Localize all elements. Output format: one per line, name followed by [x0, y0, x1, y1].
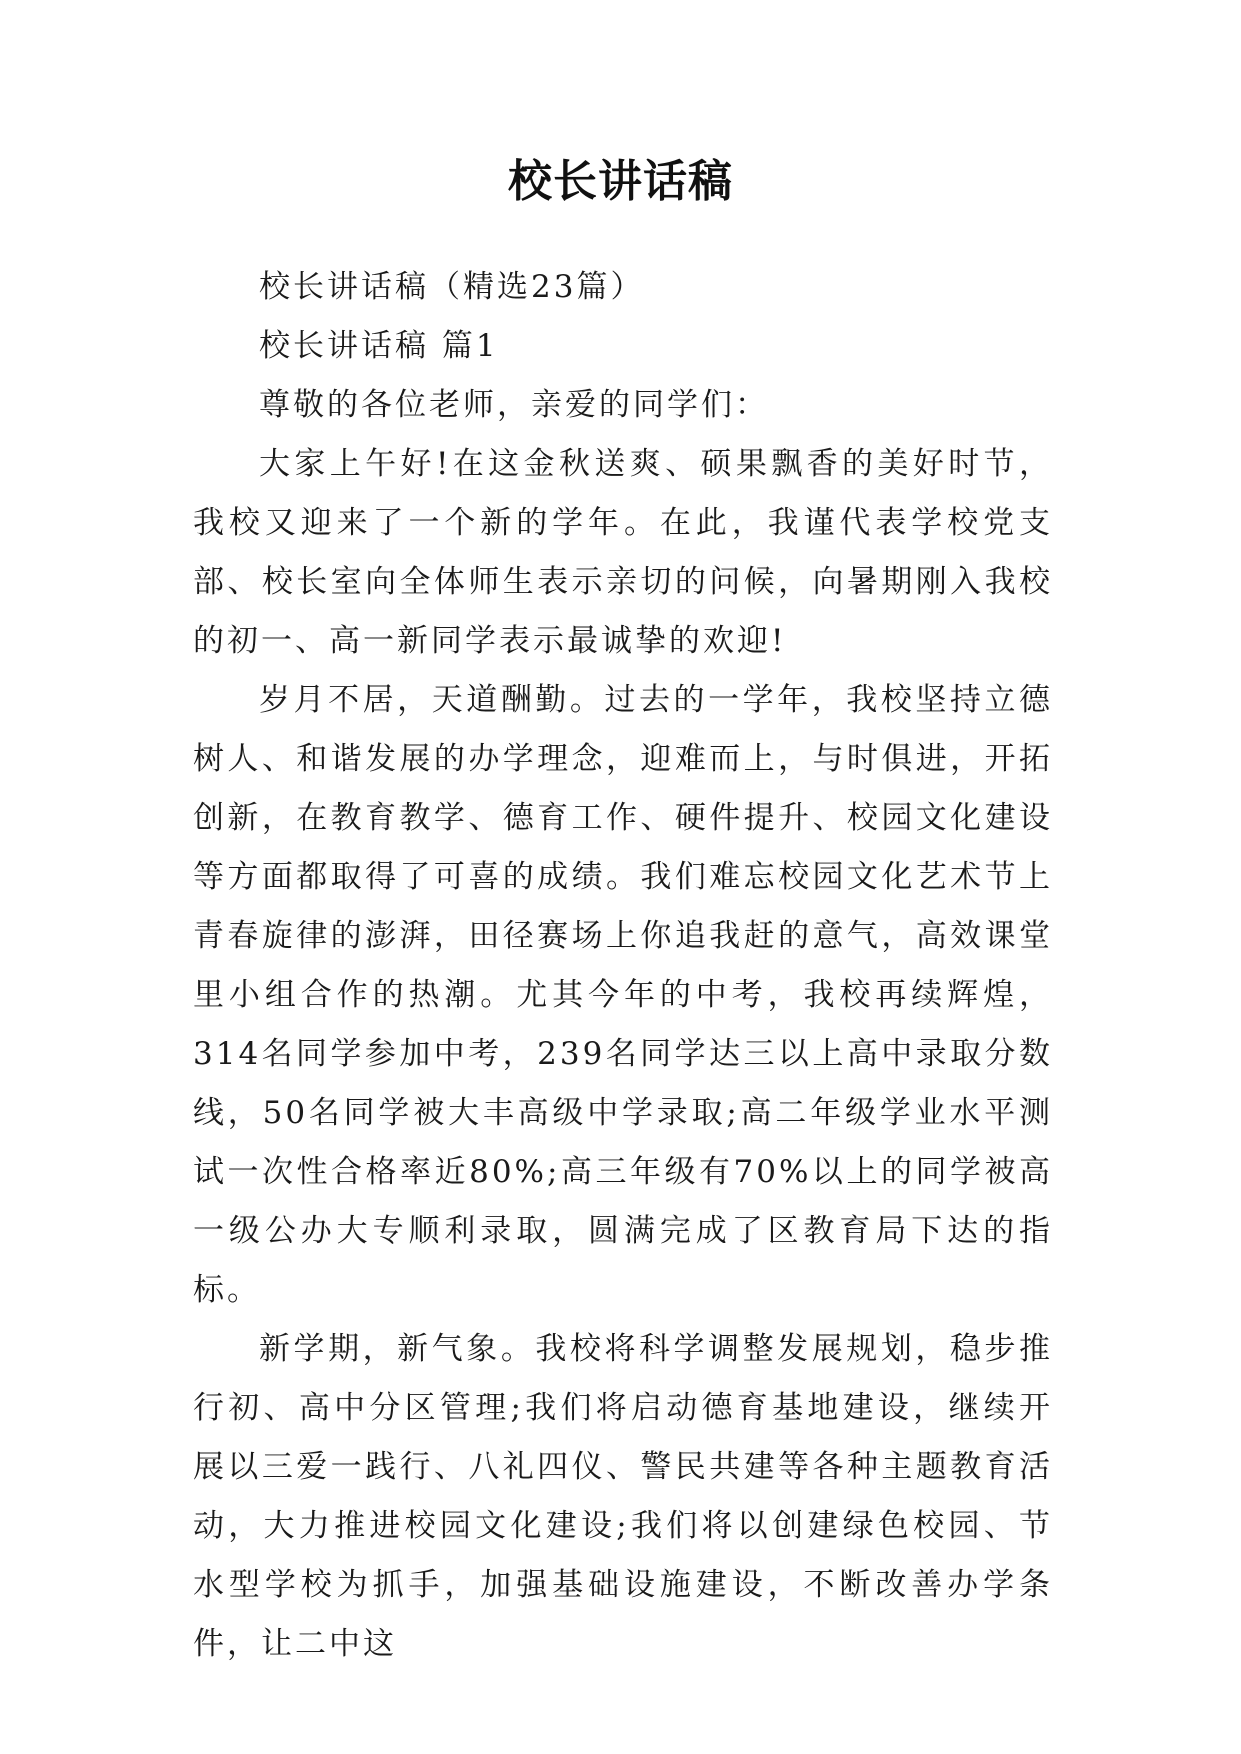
document-title: 校长讲话稿 — [508, 156, 733, 207]
body-paragraph: 新学期，新气象。我校将科学调整发展规划，稳步推行初、高中分区管理;我们将启动德育基地建设，继续开展以三爱一践行、八礼四仪、警民共建等各种主题教育活动，大力推进校园文化建设;我们将以创建绿色校园、节水型学校为抓手，加强基础设施建设，不断改善办学条件，让二中这 — [193, 1331, 1053, 1662]
body-paragraph: 大家上午好!在这金秋送爽、硕果飘香的美好时节，我校又迎来了一个新的学年。在此，我谨代表学校党支部、校长室向全体师生表示亲切的问候，向暑期刚入我校的初一、高一新同学表示最诚挚的欢迎! — [193, 446, 1053, 659]
salutation-paragraph: 尊敬的各位老师，亲爱的同学们： — [259, 387, 769, 423]
body-paragraph: 岁月不居，天道酬勤。过去的一学年，我校坚持立德树人、和谐发展的办学理念，迎难而上，与时俱进，开拓创新，在教育教学、德育工作、硬件提升、校园文化建设等方面都取得了可喜的成绩。我们难忘校园文化艺术节上青春旋律的澎湃，田径赛场上你追我赶的意气，高效课堂里小组合作的热潮。尤其今年的中考，我校再续辉煌，314名同学参加中考，239名同学达三以上高中录取分数线，50名同学被大丰高级中学录取;高二年级学业水平测试一次性合格率近80%;高三年级有70%以上的同学被高一级公办大专顺利录取，圆满完成了区教育局下达的指标。 — [193, 682, 1053, 1308]
document-body — [193, 258, 1053, 1674]
section-heading: 校长讲话稿 篇1 — [259, 328, 499, 364]
subtitle-paragraph: 校长讲话稿（精选23篇） — [259, 269, 645, 305]
